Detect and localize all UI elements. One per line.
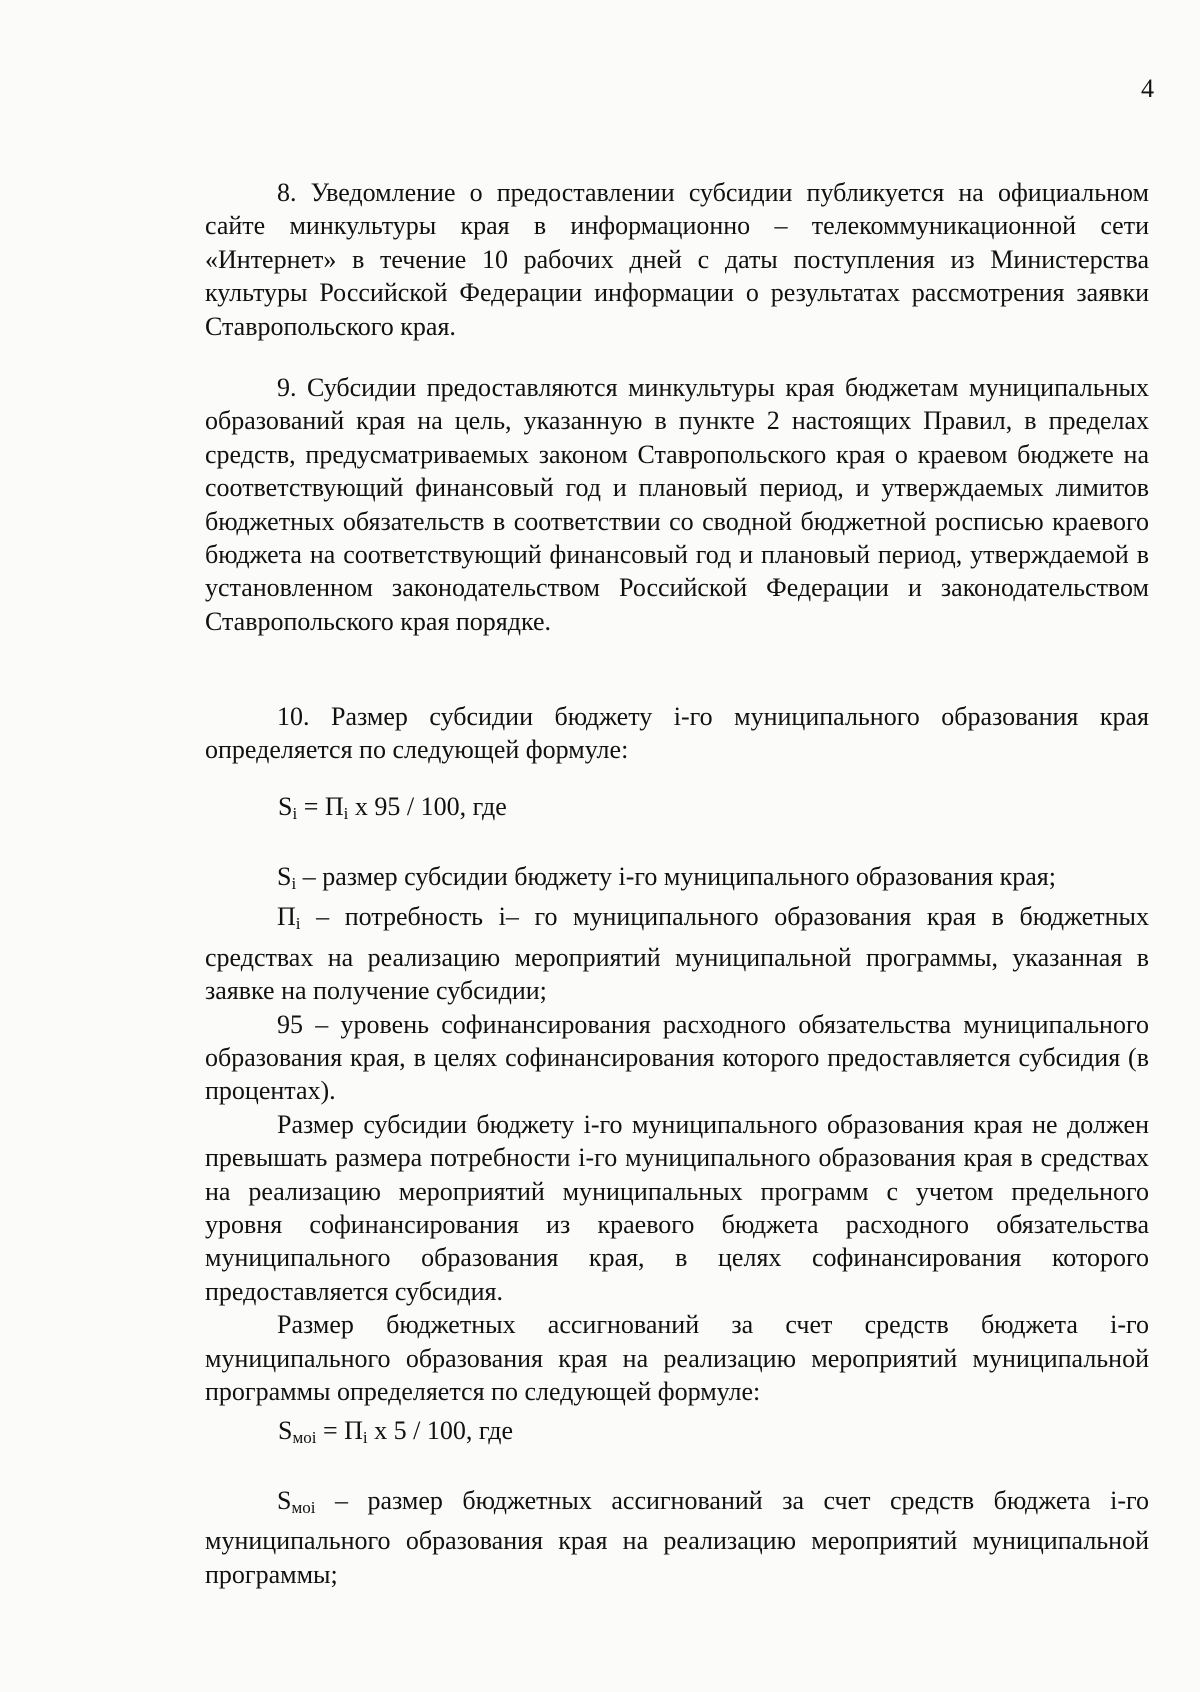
definition-subscript: i	[291, 874, 297, 893]
formula-remainder: х 5 / 100, где	[367, 1416, 514, 1445]
formula-remainder: х 95 / 100, где	[348, 792, 507, 821]
paragraph-8: 8. Уведомление о предоставлении субсидии публикуется на официальном сайте минкультуры края в информационно – телекоммуникационной сети «Интернет» в течение 10 рабочих дней с даты поступления из Министерства культуры Российской Федерации информации о результатах рассмотрения заявки Ставропольского края.	[205, 178, 1149, 341]
formula-subscript-i: i	[292, 804, 298, 823]
formula-equals-p: = П	[316, 1416, 363, 1445]
definition-symbol: S	[277, 862, 292, 891]
definition-text: – размер субсидии бюджету i-го муниципального образования края;	[296, 862, 1056, 891]
definitions-block	[205, 860, 1149, 1409]
paragraph-9: 9. Субсидии предоставляются минкультуры края бюджетам муниципальных образований края на цель, указанную в пункте 2 настоящих Правил, в пределах средств, предусматриваемых законом Ставропольского края о краевом бюджете на соответствующий финансовый год и плановый период, и утверждаемых лимитов бюджетных обязательств в соответствии со сводной бюджетной росписью краевого бюджета на соответствующий финансовый год и плановый период, утверждаемой в установленном законодательством Российской Федерации и законодательством Ставропольского края порядке.	[205, 373, 1149, 636]
formula-subscript-moi: мoi	[292, 1428, 317, 1447]
definition-text: – потребность i– го муниципального образования края в бюджетных средствах на реализацию мероприятий муниципальной программы, указанная в заявке на получение субсидии;	[205, 902, 1149, 1006]
final-definition-block	[205, 1484, 1149, 1591]
definition-symbol: S	[277, 1486, 292, 1515]
formula-equals-p: = П	[297, 792, 344, 821]
definition-si	[205, 860, 1149, 900]
paragraph-9-block	[205, 371, 1149, 638]
formula-subscript-i: i	[343, 804, 349, 823]
definition-95: 95 – уровень софинансирования расходного обязательства муниципального образования края, в целях софинансирования которого предоставляется субсидия (в процентах).	[205, 1009, 1149, 1106]
definition-subscript: i	[295, 914, 301, 934]
definition-text: – размер бюджетных ассигнований за счет средств бюджета i-го муниципального образования края на реализацию мероприятий муниципальной программы;	[205, 1486, 1149, 1589]
page-number: 4	[1141, 74, 1154, 103]
definition-pi	[205, 900, 1149, 1007]
formula-symbol-s: S	[278, 792, 293, 821]
subsidy-formula	[278, 790, 507, 830]
definition-smoi	[205, 1484, 1149, 1591]
paragraph-8-block	[205, 176, 1149, 343]
paragraph-10: 10. Размер субсидии бюджету i-го муниципального образования края определяется по следующей формуле:	[205, 702, 1149, 765]
formula-symbol-s: S	[278, 1416, 293, 1445]
formula-subscript-i: i	[362, 1428, 368, 1447]
budget-allocation-paragraph: Размер бюджетных ассигнований за счет средств бюджета i-го муниципального образования края на реализацию мероприятий муниципальной программы определяется по следующей формуле:	[205, 1310, 1149, 1407]
allocation-formula	[278, 1414, 513, 1454]
definition-subscript: мoi	[291, 1498, 316, 1517]
subsidy-limit-paragraph: Размер субсидии бюджету i-го муниципального образования края не должен превышать размера потребности i-го муниципального образования края в средствах на реализацию мероприятий муниципальных программ с учетом предельного уровня софинансирования из краевого бюджета расходного обязательства муниципального образования края, в целях софинансирования которого предоставляется субсидия.	[205, 1109, 1149, 1306]
definition-symbol: П	[277, 902, 296, 932]
paragraph-10-block	[205, 700, 1149, 767]
